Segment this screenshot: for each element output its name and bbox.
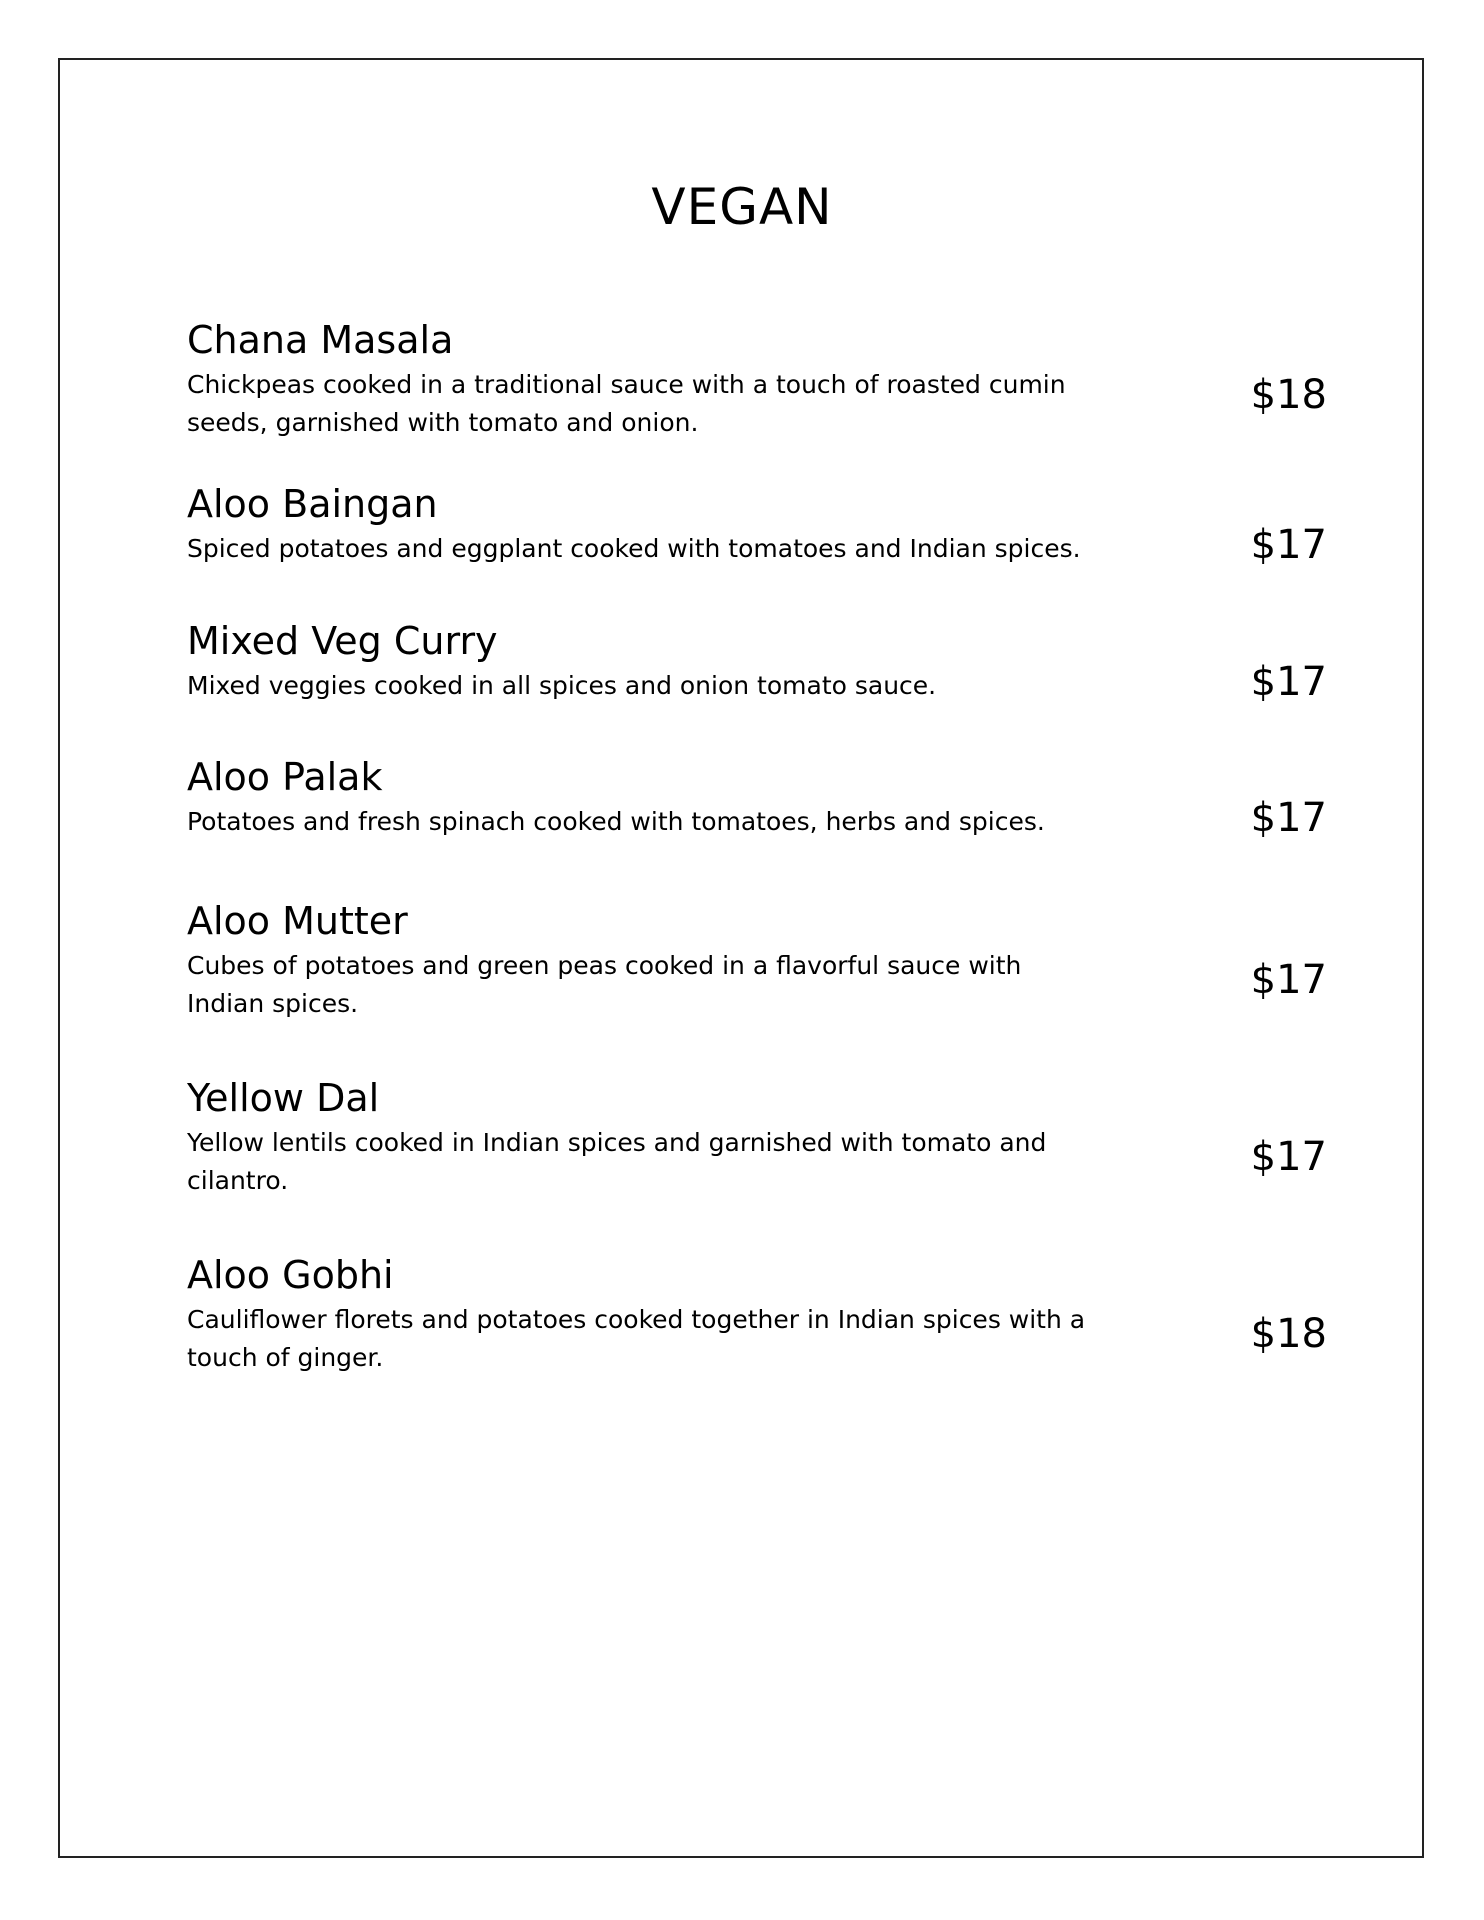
menu-item-name: Mixed Veg Curry — [187, 619, 498, 663]
menu-item-description: Potatoes and fresh spinach cooked with tomatoes, herbs and spices. — [187, 807, 1045, 836]
menu-item-price: $17 — [1250, 522, 1327, 568]
menu-item-price: $17 — [1250, 659, 1327, 705]
menu-item-name: Aloo Palak — [187, 755, 383, 799]
menu-item-name: Aloo Gobhi — [187, 1253, 394, 1297]
menu-item-name: Chana Masala — [187, 318, 454, 362]
menu-item-price: $17 — [1250, 957, 1327, 1003]
menu-item-price: $17 — [1250, 1134, 1327, 1180]
menu-item-description: Spiced potatoes and eggplant cooked with tomatoes and Indian spices. — [187, 534, 1081, 563]
menu-item-name: Aloo Mutter — [187, 899, 408, 943]
menu-section-title: VEGAN — [651, 178, 833, 236]
menu-item-price: $17 — [1250, 795, 1327, 841]
menu-item-price: $18 — [1250, 1311, 1327, 1357]
menu-item-price: $18 — [1250, 372, 1327, 418]
menu-item-description: Cauliflower florets and potatoes cooked together in Indian spices with a touch of ginger. — [187, 1305, 1086, 1372]
menu-item-description: Chickpeas cooked in a traditional sauce with a touch of roasted cumin seeds, garnished with tomato and onion. — [187, 370, 1066, 437]
menu-item-description: Mixed veggies cooked in all spices and onion tomato sauce. — [187, 671, 937, 700]
menu-item-description: Cubes of potatoes and green peas cooked in a flavorful sauce with Indian spices. — [187, 951, 1022, 1018]
menu-item-name: Yellow Dal — [187, 1076, 380, 1120]
menu-item-description: Yellow lentils cooked in Indian spices and garnished with tomato and cilantro. — [187, 1128, 1047, 1195]
menu-item-name: Aloo Baingan — [187, 482, 438, 526]
